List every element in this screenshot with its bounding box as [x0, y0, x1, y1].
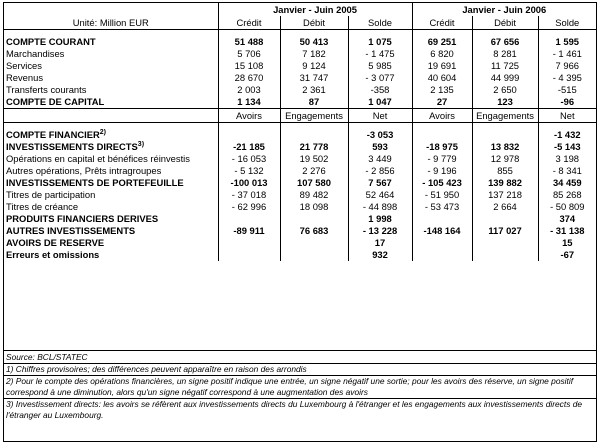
- table-row: [4, 201, 596, 213]
- value-cell: 6 820: [412, 48, 472, 60]
- row-label: [4, 177, 218, 189]
- blank-cell: [4, 109, 218, 123]
- value-cell: - 1 475: [348, 48, 412, 60]
- value-cell: [472, 249, 538, 261]
- table-row: [4, 36, 596, 48]
- row-label: [4, 249, 218, 261]
- footnote-3: 3) Investissement directs: les avoirs se réfèrent aux investissements directs du Luxembourg à l'étranger et les engagements aux investissements directs de l'étranger au Luxembourg.: [4, 398, 596, 421]
- value-cell: -18 975: [412, 141, 472, 153]
- value-cell: -21 185: [218, 141, 280, 153]
- column-header: Débit: [280, 16, 348, 30]
- value-cell: [472, 129, 538, 141]
- value-cell: 5 706: [218, 48, 280, 60]
- footnote-marker: 3): [137, 141, 145, 148]
- value-cell: 8 281: [472, 48, 538, 60]
- column-header: Solde: [348, 16, 412, 30]
- value-cell: - 50 809: [550, 201, 585, 212]
- value-cell: - 62 996: [218, 201, 280, 213]
- value-cell: 11 725: [472, 60, 538, 72]
- value-cell: 13 832: [472, 141, 538, 153]
- value-cell: - 9 196: [412, 165, 472, 177]
- column-header: Débit: [472, 16, 538, 30]
- value-cell: 5 985: [348, 60, 412, 72]
- row-label-text: Revenus: [6, 72, 44, 83]
- period-header-row: [4, 3, 596, 16]
- value-cell: 51 488: [218, 36, 280, 48]
- column-header: Avoirs: [412, 109, 472, 123]
- value-cell: 40 604: [412, 72, 472, 84]
- value-cell: -358: [348, 84, 412, 96]
- value-cell: 3 198: [555, 153, 580, 164]
- value-cell: 932: [348, 249, 412, 261]
- footnote-marker: 2): [99, 129, 106, 136]
- column-header: Net: [538, 109, 596, 123]
- table-body: [4, 3, 596, 261]
- value-cell: 2 003: [218, 84, 280, 96]
- table-row: [4, 48, 596, 60]
- value-cell: 27: [412, 96, 472, 109]
- value-cell: - 13 228: [348, 225, 412, 237]
- value-cell: 15 108: [218, 60, 280, 72]
- value-cell: [412, 249, 472, 261]
- value-cell: 2 650: [472, 84, 538, 96]
- value-cell: 34 459: [552, 177, 582, 188]
- row-label: [4, 72, 218, 84]
- table-row: [4, 237, 596, 249]
- value-cell: - 1 461: [552, 48, 582, 59]
- value-cell: 7 567: [348, 177, 412, 189]
- row-label-text: Services: [6, 60, 42, 71]
- balance-of-payments-table: [4, 3, 596, 261]
- value-cell: 117 027: [472, 225, 538, 237]
- table-row: [4, 96, 596, 109]
- value-cell: [218, 237, 280, 249]
- row-label-text: Autres opérations, Prêts intragroupes: [6, 165, 162, 176]
- row-label: [4, 84, 218, 96]
- value-cell: - 2 856: [348, 165, 412, 177]
- table-row: [4, 72, 596, 84]
- row-label: [4, 225, 218, 237]
- value-cell: - 31 138: [550, 225, 585, 236]
- table-row: [4, 165, 596, 177]
- value-cell: 374: [559, 213, 576, 224]
- row-label: [4, 36, 218, 48]
- footnote-1: 1) Chiffres provisoires; des différences peuvent apparaître en raison des arrondis: [4, 363, 596, 375]
- value-cell: [412, 213, 472, 225]
- column-header-row: [4, 16, 596, 30]
- value-cell: [280, 237, 348, 249]
- value-cell: 2 135: [412, 84, 472, 96]
- row-label-text: PRODUITS FINANCIERS DERIVES: [6, 213, 159, 224]
- footnote-2: 2) Pour le compte des opérations financières, un signe positif indique une entrée, un signe négatif une sortie; pour les avoirs des réserve, un signe positif correspond à une diminution, alors qu'un signe négatif correspond à une augmentation des avoirs: [4, 375, 596, 398]
- value-cell: 137 218: [472, 189, 538, 201]
- value-cell: -148 164: [412, 225, 472, 237]
- value-cell: -5 143: [553, 141, 581, 152]
- value-cell: 855: [472, 165, 538, 177]
- value-cell: -96: [538, 96, 596, 109]
- value-cell: 1 998: [348, 213, 412, 225]
- value-cell: 18 098: [280, 201, 348, 213]
- value-cell: [218, 213, 280, 225]
- row-label-text: Erreurs et omissions: [6, 249, 100, 260]
- value-cell: 7 966: [555, 60, 580, 71]
- row-label-text: Transferts courants: [6, 84, 87, 95]
- row-label: [4, 60, 218, 72]
- column-header: Engagements: [280, 109, 348, 123]
- table-row: [4, 213, 596, 225]
- row-label-text: Titres de participation: [6, 189, 96, 200]
- value-cell: 1 134: [218, 96, 280, 109]
- value-cell: 44 999: [472, 72, 538, 84]
- table-row: [4, 84, 596, 96]
- value-cell: 67 656: [472, 36, 538, 48]
- value-cell: - 4 395: [552, 72, 582, 83]
- value-cell: 1 595: [555, 36, 580, 47]
- value-cell: [280, 249, 348, 261]
- value-cell: [412, 237, 472, 249]
- row-label: [4, 189, 218, 201]
- table-row: [4, 249, 596, 261]
- unit-label: Unité: Million EUR: [4, 16, 218, 30]
- row-label: [4, 237, 218, 249]
- value-cell: 89 482: [280, 189, 348, 201]
- row-label-text: Titres de créance: [6, 201, 79, 212]
- value-cell: 50 413: [280, 36, 348, 48]
- value-cell: 15: [562, 237, 573, 248]
- value-cell: 1 075: [348, 36, 412, 48]
- table-row: [4, 141, 596, 153]
- row-label: [4, 165, 218, 177]
- value-cell: [280, 129, 348, 141]
- row-label: [4, 96, 218, 109]
- value-cell: - 37 018: [218, 189, 280, 201]
- value-cell: [218, 129, 280, 141]
- value-cell: - 51 950: [412, 189, 472, 201]
- value-cell: 69 251: [412, 36, 472, 48]
- value-cell: - 9 779: [412, 153, 472, 165]
- value-cell: 3 449: [348, 153, 412, 165]
- row-label-text: COMPTE FINANCIER: [6, 129, 100, 140]
- value-cell: -515: [557, 84, 577, 95]
- table-row: [4, 189, 596, 201]
- value-cell: -89 911: [218, 225, 280, 237]
- value-cell: 21 778: [280, 141, 348, 153]
- table-row: [4, 60, 596, 72]
- value-cell: 7 182: [280, 48, 348, 60]
- value-cell: - 3 077: [348, 72, 412, 84]
- row-label-text: AUTRES INVESTISSEMENTS: [6, 225, 136, 236]
- row-label-text: Opérations en capital et bénéfices réinvestis: [6, 153, 190, 164]
- row-label: [4, 141, 218, 153]
- period-2005: Janvier - Juin 2005: [218, 3, 412, 16]
- value-cell: 9 124: [280, 60, 348, 72]
- column-header: Net: [348, 109, 412, 123]
- financial-column-header-row: [4, 109, 596, 123]
- row-label: [4, 153, 218, 165]
- value-cell: 28 670: [218, 72, 280, 84]
- row-label-text: INVESTISSEMENTS DIRECTS: [6, 141, 138, 152]
- value-cell: [472, 237, 538, 249]
- value-cell: -3 053: [348, 129, 412, 141]
- value-cell: -67: [560, 249, 575, 260]
- value-cell: 2 276: [280, 165, 348, 177]
- value-cell: - 5 132: [218, 165, 280, 177]
- value-cell: 2 664: [472, 201, 538, 213]
- value-cell: 139 882: [472, 177, 538, 189]
- value-cell: 87: [280, 96, 348, 109]
- table-row: [4, 225, 596, 237]
- footnotes: [4, 350, 596, 421]
- value-cell: 19 502: [280, 153, 348, 165]
- column-header: Engagements: [472, 109, 538, 123]
- column-header: Crédit: [412, 16, 472, 30]
- value-cell: 85 268: [552, 189, 582, 200]
- value-cell: 593: [348, 141, 412, 153]
- table-row: [4, 129, 596, 141]
- row-label-text: AVOIRS DE RESERVE: [6, 237, 105, 248]
- value-cell: -100 013: [218, 177, 280, 189]
- value-cell: [472, 213, 538, 225]
- row-label-text: INVESTISSEMENTS DE PORTEFEUILLE: [6, 177, 184, 188]
- value-cell: 17: [348, 237, 412, 249]
- value-cell: 2 361: [280, 84, 348, 96]
- row-label-text: Marchandises: [6, 48, 65, 59]
- column-header: Avoirs: [218, 109, 280, 123]
- value-cell: -1 432: [553, 129, 581, 140]
- value-cell: 12 978: [472, 153, 538, 165]
- row-label: [4, 48, 218, 60]
- table-row: [4, 177, 596, 189]
- value-cell: [218, 249, 280, 261]
- value-cell: - 53 473: [412, 201, 472, 213]
- value-cell: 52 464: [348, 189, 412, 201]
- value-cell: 123: [472, 96, 538, 109]
- value-cell: 76 683: [280, 225, 348, 237]
- value-cell: - 8 341: [552, 165, 582, 176]
- column-header: Crédit: [218, 16, 280, 30]
- row-label: [4, 213, 218, 225]
- value-cell: 1 047: [348, 96, 412, 109]
- value-cell: 19 691: [412, 60, 472, 72]
- row-label: [4, 129, 218, 141]
- period-2006: Janvier - Juin 2006: [462, 3, 547, 15]
- value-cell: [280, 213, 348, 225]
- value-cell: [412, 129, 472, 141]
- value-cell: 31 747: [280, 72, 348, 84]
- value-cell: - 105 423: [412, 177, 472, 189]
- value-cell: - 44 898: [348, 201, 412, 213]
- value-cell: - 16 053: [218, 153, 280, 165]
- balance-of-payments-page: [3, 2, 597, 442]
- table-row: [4, 153, 596, 165]
- row-label-text: COMPTE DE CAPITAL: [6, 96, 105, 107]
- row-label: [4, 201, 218, 213]
- value-cell: 107 580: [280, 177, 348, 189]
- blank-cell: [4, 3, 218, 16]
- row-label-text: COMPTE COURANT: [6, 36, 96, 47]
- column-header: Solde: [538, 16, 596, 30]
- source-note: Source: BCL/STATEC: [6, 352, 88, 362]
